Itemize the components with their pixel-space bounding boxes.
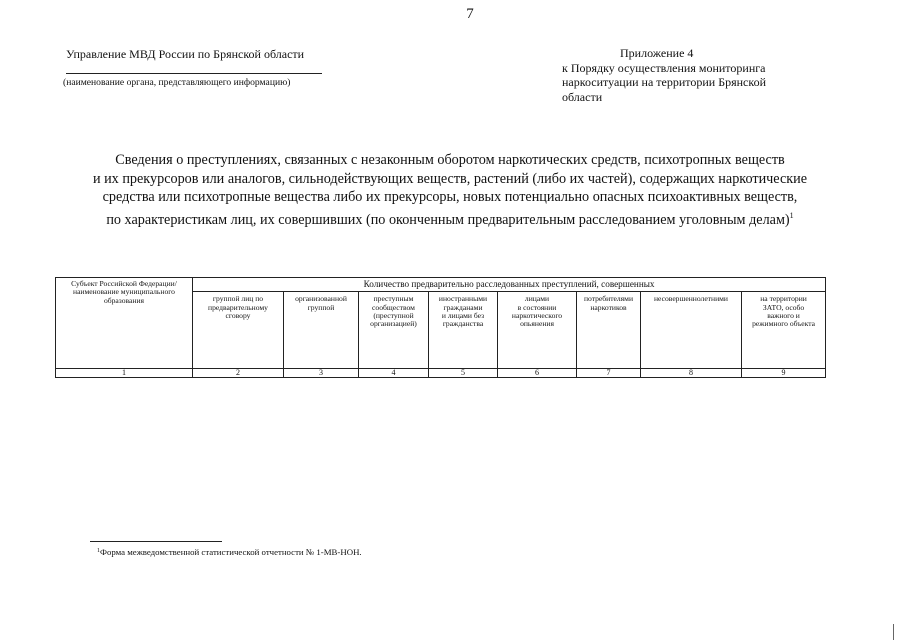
document-title [60, 151, 840, 229]
column-number-row [56, 369, 826, 378]
footnote-mark: 1 [97, 548, 100, 554]
col-header-7 [577, 292, 641, 369]
col-number-1: 1 [56, 369, 193, 378]
org-caption: (наименование органа, представляющего информацию) [63, 77, 291, 88]
appendix-line-1: Приложение 4 [620, 46, 694, 60]
col-header-8 [641, 292, 742, 369]
footnote [97, 547, 362, 557]
title-line-2: и их прекурсоров или аналогов, сильнодействующих веществ, растений (либо их частей), содержащих наркотические [92, 170, 808, 187]
col-7-line-2: наркотиков [590, 302, 627, 312]
subject-header-line-3: образования [103, 295, 145, 305]
col-header-9 [742, 292, 826, 369]
col-2-line-2: предварительному [208, 302, 268, 312]
col-4-line-1: преступным [373, 294, 414, 304]
group-header: Количество предварительно расследованных преступлений, совершенных [193, 278, 826, 292]
appendix-note [562, 46, 802, 104]
page-number: 7 [466, 6, 474, 22]
col-number-3: 3 [284, 369, 359, 378]
scan-edge-mark [893, 624, 894, 640]
col-number-5: 5 [429, 369, 498, 378]
col-5-line-2: гражданами [443, 302, 483, 312]
col-3-line-1: организованной [295, 294, 347, 304]
subject-header-line-1: Субъект Российской Федерации/ [71, 279, 177, 288]
col-header-2 [193, 292, 284, 369]
col-number-9: 9 [742, 369, 826, 378]
footnote-text: Форма межведомственной статистической отчетности № 1-МВ-НОН. [100, 547, 362, 557]
col-4-line-3: (преступной [373, 310, 414, 320]
footnote-divider [90, 541, 222, 542]
col-5-line-1: иностранными [438, 294, 488, 304]
col-number-7: 7 [577, 369, 641, 378]
col-4-line-4: организацией) [370, 319, 417, 329]
appendix-line-4: области [562, 89, 603, 104]
col-4-line-2: сообществом [372, 302, 415, 312]
col-header-5 [429, 292, 498, 369]
subject-header-line-2: наименование муниципального [73, 287, 175, 297]
col-9-line-1: на территории [760, 294, 807, 304]
col-5-line-4: гражданства [442, 319, 484, 329]
appendix-line-3: наркоситуации на территории Брянской [562, 75, 767, 89]
col-9-line-2: ЗАТО, особо [762, 302, 805, 312]
col-header-6 [498, 292, 577, 369]
org-underline [66, 73, 322, 74]
appendix-line-2: к Порядку осуществления мониторинга [562, 60, 766, 75]
subject-header [56, 278, 193, 369]
col-6-line-3: наркотического [511, 310, 563, 320]
report-table [55, 277, 826, 378]
col-7-line-1: потребителями [583, 294, 634, 304]
title-line-4 [60, 207, 840, 230]
col-8-line-1: несовершеннолетними [653, 294, 729, 304]
col-2-line-3: сговору [225, 310, 251, 320]
col-header-3 [284, 292, 359, 369]
col-2-line-1: группой лиц по [212, 294, 264, 304]
col-9-line-3: важного и [767, 310, 800, 320]
col-number-8: 8 [641, 369, 742, 378]
col-number-2: 2 [193, 369, 284, 378]
title-footnote-mark: 1 [789, 210, 794, 220]
col-5-line-3: и лицами без [441, 310, 485, 320]
col-3-line-2: группой [307, 302, 335, 312]
col-6-line-4: опьянения [520, 319, 554, 329]
title-line-3: средства или психотропные вещества либо их прекурсоры, новых потенциально опасных психоактивных веществ, [102, 189, 798, 206]
col-9-line-4: режимного объекта [752, 319, 815, 329]
col-6-line-1: лицами [524, 294, 550, 304]
org-name: Управление МВД России по Брянской области [66, 47, 305, 61]
title-line-1: Сведения о преступлениях, связанных с незаконным оборотом наркотических средств, психотропных веществ [115, 152, 785, 168]
col-number-4: 4 [359, 369, 429, 378]
col-header-4 [359, 292, 429, 369]
col-number-6: 6 [498, 369, 577, 378]
title-line-4-text: по характеристикам лиц, их совершивших (по оконченным предварительным расследованием уголовным делам) [106, 211, 790, 228]
col-6-line-2: в состоянии [517, 302, 557, 312]
